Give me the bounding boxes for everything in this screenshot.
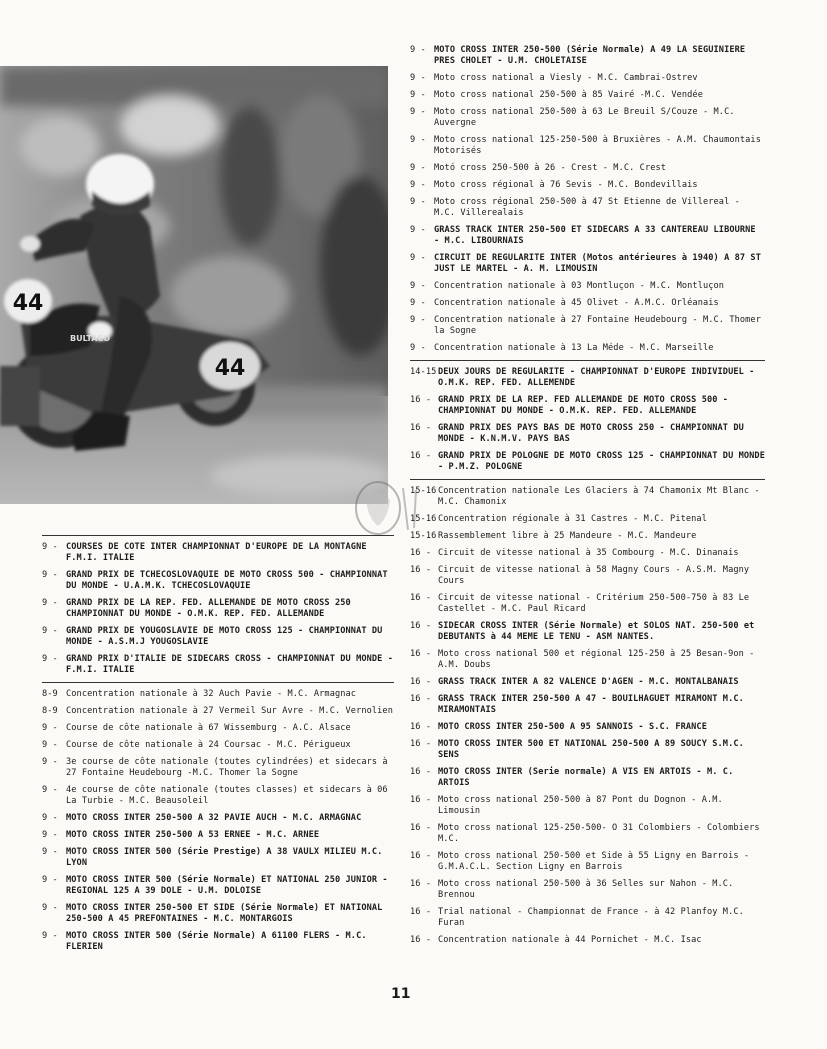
list-item: 9 - Moto cross national a Viesly - M.C. Cambrai-Ostrev: [410, 73, 698, 83]
list-item: 16 - Concentration nationale à 44 Pornichet - M.C. Isac: [410, 935, 702, 945]
list-item: 16 - GRAND PRIX DE POLOGNE DE MOTO CROSS 125 - CHAMPIONNAT DU MONDE - P.M.Z. POLOGNE: [410, 451, 765, 472]
divider: [410, 360, 765, 361]
list-item: 16 - MOTO CROSS INTER 500 ET NATIONAL 250-500 A 89 SOUCY S.M.C. SENS: [410, 739, 744, 760]
list-item: 9 - Moto cross régional à 76 Sevis - M.C. Bondevillais: [410, 180, 698, 190]
list-item: 9 - Concentration nationale à 03 Montluçon - M.C. Montluçon: [410, 281, 725, 291]
list-item: 9 - GRASS TRACK INTER 250-500 ET SIDECARS A 33 CANTEREAU LIBOURNE - M.C. LIBOURNAIS: [410, 225, 756, 246]
list-item: 16 - Moto cross national 500 et régional 125-250 à 25 Besan-9on - A.M. Doubs: [410, 649, 755, 670]
list-item: 16 - Moto cross national 250-500 à 36 Selles sur Nahon - M.C. Brennou: [410, 879, 734, 900]
front-number-plate: 44: [12, 291, 44, 316]
list-item: 16 - GRAND PRIX DE LA REP. FED ALLEMANDE DE MOTO CROSS 500 - CHAMPIONNAT DU MONDE - O.M.K. REP. FED. ALLEMANDE: [410, 395, 729, 416]
bike-brand-label: BULTACO: [70, 334, 111, 343]
list-item: 16 - Moto cross national 250-500 à 87 Pont du Dognon - A.M. Limousin: [410, 795, 723, 816]
list-item: 9 - 4e course de côte nationale (toutes classes) et sidecars à 06 La Turbie - M.C. Beausoleil: [42, 785, 388, 806]
divider: [42, 682, 394, 683]
list-item: 9 - Moto cross régional 250-500 à 47 St Etienne de Villereal - M.C. Villerealais: [410, 197, 740, 218]
list-item: 9 - MOTO CROSS INTER 250-500 A 32 PAVIE AUCH - M.C. ARMAGNAC: [42, 813, 362, 823]
list-item: 15-16 Concentration nationale Les Glaciers à 74 Chamonix Mt Blanc - M.C. Chamonix: [410, 486, 760, 507]
list-item: 15-16 Rassemblement libre à 25 Mandeure - M.C. Mandeure: [410, 531, 697, 541]
list-item: 9 - Concentration nationale à 45 Olivet - A.M.C. Orléanais: [410, 298, 719, 308]
divider: [42, 535, 394, 536]
left-column: [42, 533, 394, 959]
rider-photo-art: [0, 66, 388, 504]
list-item: 9 - Course de côte nationale à 67 Wissemburg - A.C. Alsace: [42, 723, 351, 733]
list-item: 16 - Circuit de vitesse national à 35 Combourg - M.C. Dinanais: [410, 548, 739, 558]
list-item: 16 - Circuit de vitesse national - Critérium 250-500-750 à 83 Le Castellet - M.C. Paul Ricard: [410, 593, 750, 614]
list-item: 16 - GRAND PRIX DES PAYS BAS DE MOTO CROSS 250 - CHAMPIONNAT DU MONDE - K.N.M.V. PAYS BAS: [410, 423, 744, 444]
list-item: 16 - MOTO CROSS INTER 250-500 A 95 SANNOIS - S.C. FRANCE: [410, 722, 707, 732]
list-item: 9 - COURSES DE COTE INTER CHAMPIONNAT D'EUROPE DE LA MONTAGNE F.M.I. ITALIE: [42, 542, 367, 563]
list-item: 16 - Trial national - Championnat de France - à 42 Planfoy M.C. Furan: [410, 907, 744, 928]
list-item: 9 - CIRCUIT DE REGULARITE INTER (Motos antérieures à 1940) A 87 ST JUST LE MARTEL - A. M. LIMOUSIN: [410, 253, 761, 274]
list-item: 9 - MOTO CROSS INTER 250-500 ET SIDE (Série Normale) ET NATIONAL 250-500 A 45 PREFONTAINES - M.C. MONTARGOIS: [42, 903, 383, 924]
list-item: 16 - Moto cross national 250-500 et Side à 55 Ligny en Barrois - G.M.A.C.L. Section Ligny en Barrois: [410, 851, 750, 872]
list-item: 9 - GRAND PRIX DE LA REP. FED. ALLEMANDE DE MOTO CROSS 250 CHAMPIONNAT DU MONDE - O.M.K. REP. FED. ALLEMANDE: [42, 598, 351, 619]
list-item: 16 - SIDECAR CROSS INTER (Série Normale) et SOLOS NAT. 250-500 et DEBUTANTS à 44 MEME LE TENU - ASM NANTES.: [410, 621, 755, 642]
list-item: 9 - Moto cross national 125-250-500 à Bruxières - A.M. Chaumontais Motorisés: [410, 135, 761, 156]
list-item: 16 - GRASS TRACK INTER A 82 VALENCE D'AGEN - M.C. MONTALBANAIS: [410, 677, 739, 687]
list-item: 9 - Moto cross national 250-500 à 63 Le Breuil S/Couze - M.C. Auvergne: [410, 107, 735, 128]
list-item: 9 - Moto cross national 250-500 à 85 Vairé -M.C. Vendée: [410, 90, 703, 100]
side-number-plate: 44: [214, 356, 246, 381]
list-item: 9 - GRAND PRIX D'ITALIE DE SIDECARS CROSS - CHAMPIONNAT DU MONDE - F.M.I. ITALIE: [42, 654, 393, 675]
list-item: 9 - 3e course de côte nationale (toutes cylindrées) et sidecars à 27 Fontaine Heudebourg -M.C. Thomer la Sogne: [42, 757, 388, 778]
list-item: 9 - Course de côte nationale à 24 Coursac - M.C. Périgueux: [42, 740, 351, 750]
list-item: 9 - Concentration nationale à 27 Fontaine Heudebourg - M.C. Thomer la Sogne: [410, 315, 761, 336]
divider: [410, 479, 765, 480]
list-item: 16 - MOTO CROSS INTER (Serie normale) A VIS EN ARTOIS - M. C. ARTOIS: [410, 767, 734, 788]
right-column: [410, 45, 765, 952]
list-item: 9 - MOTO CROSS INTER 250-500 (Série Normale) A 49 LA SEGUINIERE PRES CHOLET - U.M. CHOLETAISE: [410, 45, 746, 66]
list-item: 9 - MOTO CROSS INTER 500 (Série Normale) ET NATIONAL 250 JUNIOR - REGIONAL 125 A 39 DOLE - U.M. DOLOISE: [42, 875, 388, 896]
page-number: 11: [391, 986, 411, 1002]
list-item: 8-9 Concentration nationale à 32 Auch Pavie - M.C. Armagnac: [42, 689, 357, 699]
list-item: 9 - Concentration nationale à 13 La Méde - M.C. Marseille: [410, 343, 714, 353]
list-item: 9 - GRAND PRIX DE TCHECOSLOVAQUIE DE MOTO CROSS 500 - CHAMPIONNAT DU MONDE - U.A.M.K. TCHECOSLOVAQUIE: [42, 570, 388, 591]
list-item: 9 - Motó cross 250-500 à 26 - Crest - M.C. Crest: [410, 163, 667, 173]
list-item: 9 - GRAND PRIX DE YOUGOSLAVIE DE MOTO CROSS 125 - CHAMPIONNAT DU MONDE - A.S.M.J YOUGOSLAVIE: [42, 626, 383, 647]
list-item: 15-16 Concentration régionale à 31 Castres - M.C. Pitenal: [410, 514, 707, 524]
list-item: 9 - MOTO CROSS INTER 500 (Série Normale) A 61100 FLERS - M.C. FLERIEN: [42, 931, 367, 952]
list-item: 16 - Circuit de vitesse national à 58 Magny Cours - A.S.M. Magny Cours: [410, 565, 750, 586]
rider-photo: [0, 66, 388, 504]
list-item: 9 - MOTO CROSS INTER 500 (Série Prestige) A 38 VAULX MILIEU M.C. LYON: [42, 847, 383, 868]
list-item: 16 - GRASS TRACK INTER 250-500 A 47 - BOUILHAGUET MIRAMONT M.C. MIRAMONTAIS: [410, 694, 744, 715]
list-item: 16 - Moto cross national 125-250-500- O 31 Colombiers - Colombiers M.C.: [410, 823, 760, 844]
list-item: 14-15 DEUX JOURS DE REGULARITE - CHAMPIONNAT D'EUROPE INDIVIDUEL - O.M.K. REP. FED. ALLEMENDE: [410, 367, 755, 388]
list-item: 9 - MOTO CROSS INTER 250-500 A 53 ERNEE - M.C. ARNEE: [42, 830, 320, 840]
list-item: 8-9 Concentration nationale à 27 Vermeil Sur Avre - M.C. Vernolien: [42, 706, 393, 716]
